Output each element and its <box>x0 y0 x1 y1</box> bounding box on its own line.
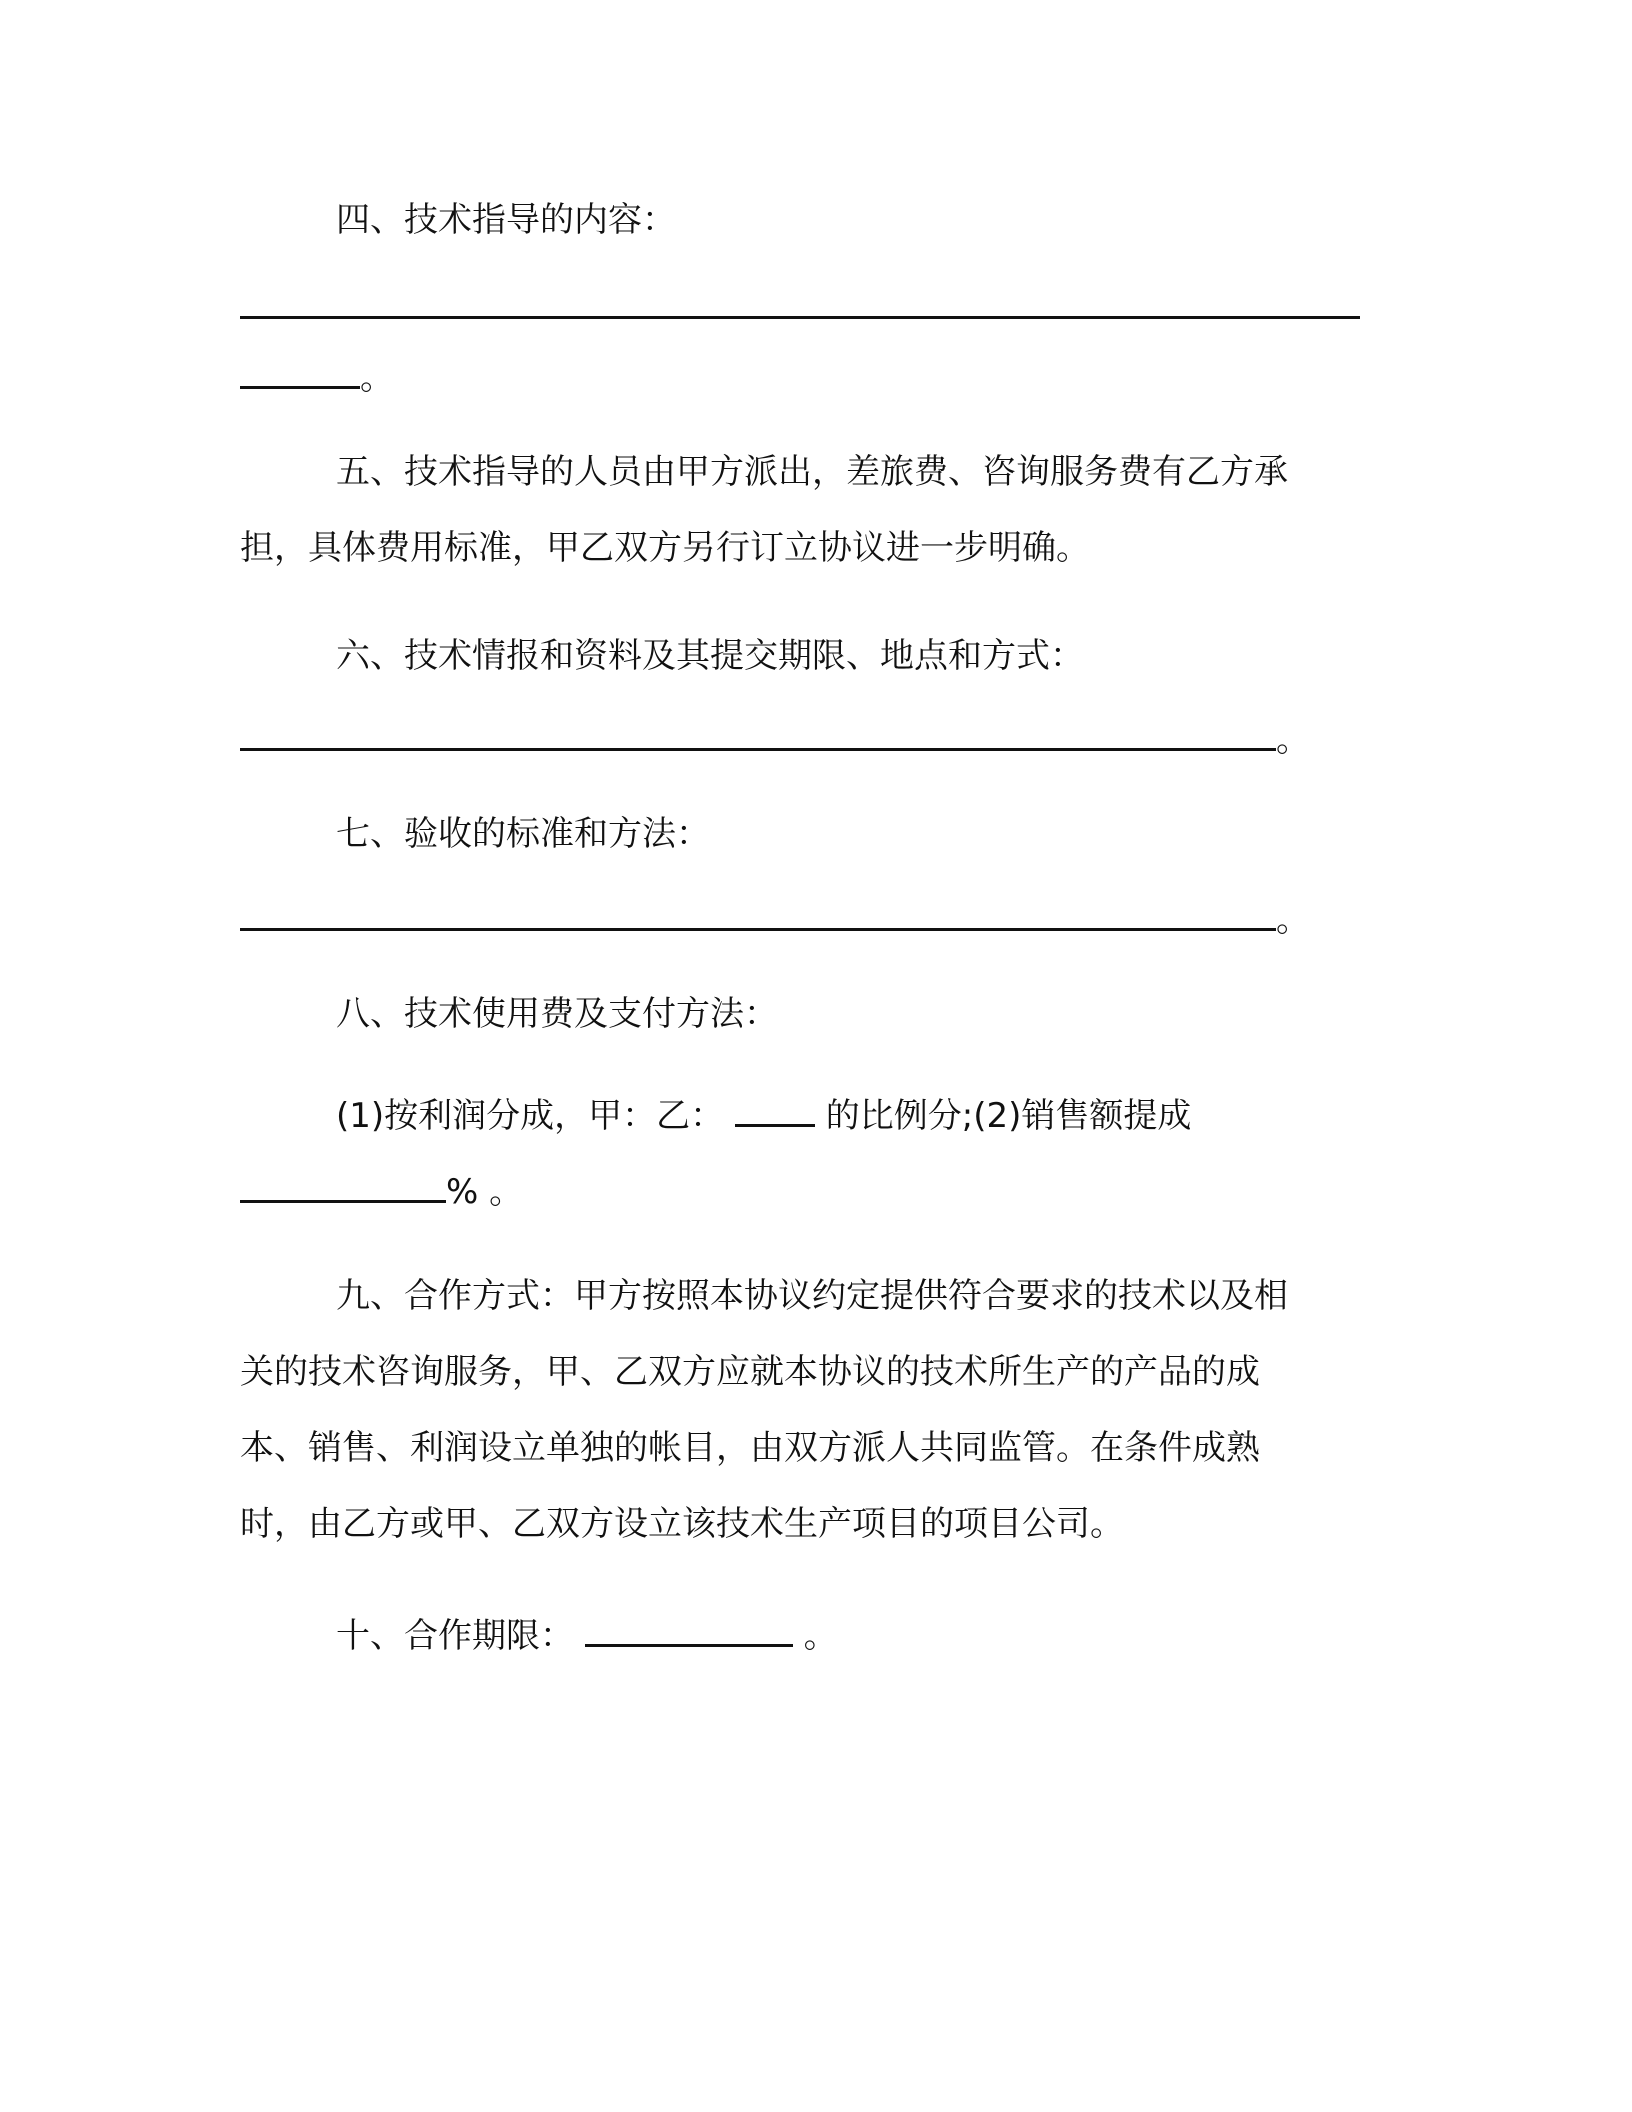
section-9-line-1: 九、合作方式：甲方按照本协议约定提供符合要求的技术以及相 <box>336 1276 1288 1316</box>
percent-suffix: % 。 <box>446 1172 524 1212</box>
section-6-heading: 六、技术情报和资料及其提交期限、地点和方式： <box>336 636 1084 676</box>
section-8-line-1 <box>336 1094 1386 1138</box>
section-9-line-3: 本、销售、利润设立单独的帐目，由双方派人共同监管。在条件成熟 <box>240 1428 1260 1468</box>
percent-blank[interactable] <box>240 1170 446 1203</box>
section-9-line-2: 关的技术咨询服务，甲、乙双方应就本协议的技术所生产的产品的成 <box>240 1352 1260 1392</box>
section-4-blank-line-1 <box>240 286 1390 330</box>
ratio-tail-text: 的比例分;(2)销售额提成 <box>825 1096 1192 1136</box>
term-blank[interactable] <box>585 1614 793 1647</box>
section-6-blank-line <box>240 718 1390 762</box>
section-7-heading: 七、验收的标准和方法： <box>336 814 710 854</box>
section-4-heading: 四、技术指导的内容： <box>336 200 676 240</box>
fill-blank[interactable] <box>240 356 360 389</box>
section-4-blank-line-2 <box>240 356 1390 400</box>
profit-share-text: (1)按利润分成，甲：乙： <box>336 1096 725 1136</box>
section-5-line-2: 担，具体费用标准，甲乙双方另行订立协议进一步明确。 <box>240 528 1090 568</box>
section-8-line-2 <box>240 1170 1390 1214</box>
fill-blank[interactable] <box>240 286 1360 319</box>
section-8-heading: 八、技术使用费及支付方法： <box>336 994 778 1034</box>
section-5-line-1: 五、技术指导的人员由甲方派出，差旅费、咨询服务费有乙方承 <box>336 452 1288 492</box>
section-9-line-4: 时，由乙方或甲、乙双方设立该技术生产项目的项目公司。 <box>240 1504 1124 1544</box>
ratio-blank[interactable] <box>735 1094 815 1127</box>
period: 。 <box>792 1616 838 1656</box>
fill-blank[interactable] <box>240 718 1276 751</box>
cooperation-term-label: 十、合作期限： <box>336 1616 574 1656</box>
section-7-blank-line <box>240 898 1390 942</box>
period: 。 <box>1276 900 1310 940</box>
period: 。 <box>1276 720 1310 760</box>
period: 。 <box>360 358 394 398</box>
fill-blank[interactable] <box>240 898 1276 931</box>
section-10-line <box>336 1614 1386 1658</box>
